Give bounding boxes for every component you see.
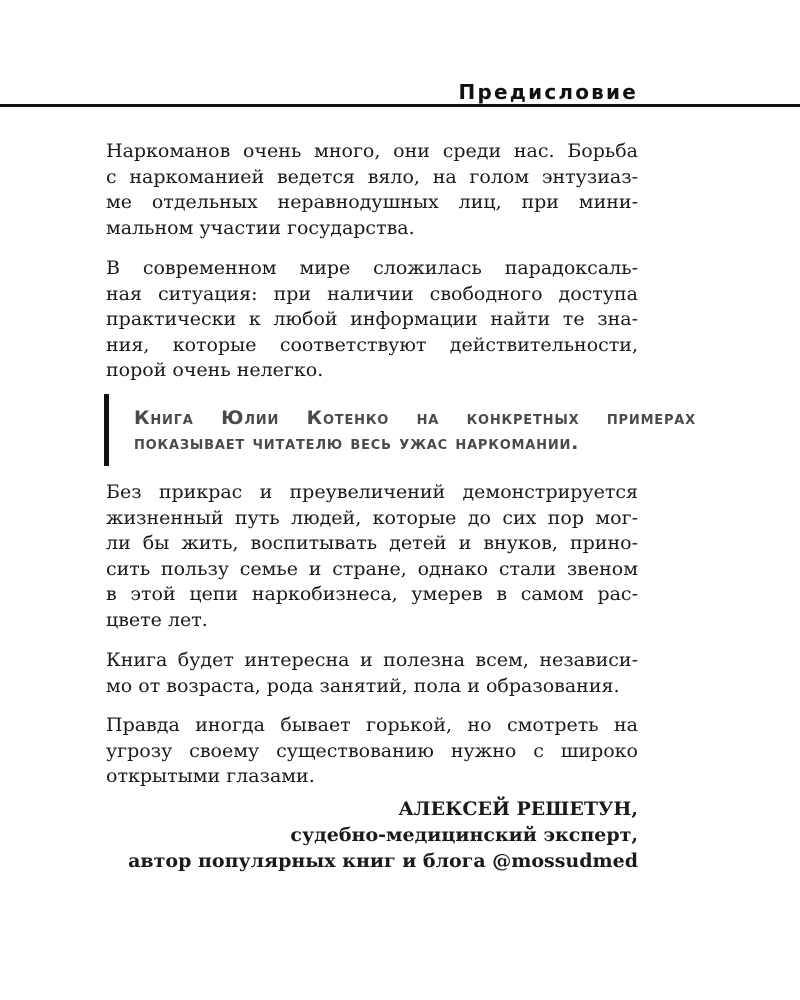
paragraph-5 — [106, 713, 638, 790]
paragraph-line: с наркоманией ведется вяло, на голом энтузиаз- — [106, 165, 638, 188]
author-role: судебно-медицинский эксперт, — [290, 824, 638, 846]
paragraph-line: мальном участии государства. — [106, 216, 415, 239]
pull-quote — [104, 394, 704, 466]
paragraph-2 — [106, 256, 638, 384]
paragraph-line: Правда иногда бывает горькой, но смотреть на — [106, 714, 638, 736]
page-title: Предисловие — [458, 80, 638, 104]
paragraph-line: угрозу своему существованию нужно с широко — [106, 739, 638, 762]
paragraph-line: жизненный путь людей, которые до сих пор мог- — [106, 506, 638, 529]
paragraph-line: Книга будет интересна и полезна всем, независи- — [106, 649, 638, 671]
paragraph-line: ния, которые соответствуют действительности, — [106, 333, 638, 356]
header-divider — [0, 104, 800, 107]
author-name: АЛЕКСЕЙ РЕШЕТУН, — [398, 798, 638, 820]
paragraph-line: сить пользу семье и стране, однако стали звеном — [106, 557, 638, 580]
paragraph-line: ная ситуация: при наличии свободного доступа — [106, 282, 638, 305]
quote-line: Книга Юлии Котенко на конкретных примерах — [134, 407, 696, 429]
paragraph-line: мо от возраста, рода занятий, пола и образования. — [106, 674, 620, 697]
paragraph-line: цвете лет. — [106, 608, 208, 631]
paragraph-1 — [106, 139, 638, 241]
paragraph-line: открытыми глазами. — [106, 765, 315, 787]
author-bio: автор популярных книг и блога @mossudmed — [128, 850, 638, 872]
author-signature — [106, 796, 638, 874]
paragraph-line: практически к любой информации найти те зна- — [106, 308, 638, 330]
paragraph-line: ме отдельных неравнодушных лиц, при мини- — [106, 191, 638, 213]
paragraph-line: Наркоманов очень много, они среди нас. Борьба — [106, 140, 638, 162]
paragraph-line: ли бы жить, воспитывать детей и внуков, прино- — [106, 532, 638, 554]
quote-line: показывает читателю весь ужас наркомании. — [134, 432, 580, 454]
paragraph-line: в этой цепи наркобизнеса, умерев в самом рас- — [106, 583, 638, 605]
paragraph-line: порой очень нелегко. — [106, 359, 324, 381]
paragraph-line: Без прикрас и преувеличений демонстрируется — [106, 481, 638, 503]
paragraph-line: В современном мире сложилась парадоксаль- — [106, 257, 638, 279]
quote-bar — [104, 394, 109, 466]
quote-text — [134, 406, 696, 456]
paragraph-3 — [106, 480, 638, 633]
paragraph-4 — [106, 648, 638, 699]
